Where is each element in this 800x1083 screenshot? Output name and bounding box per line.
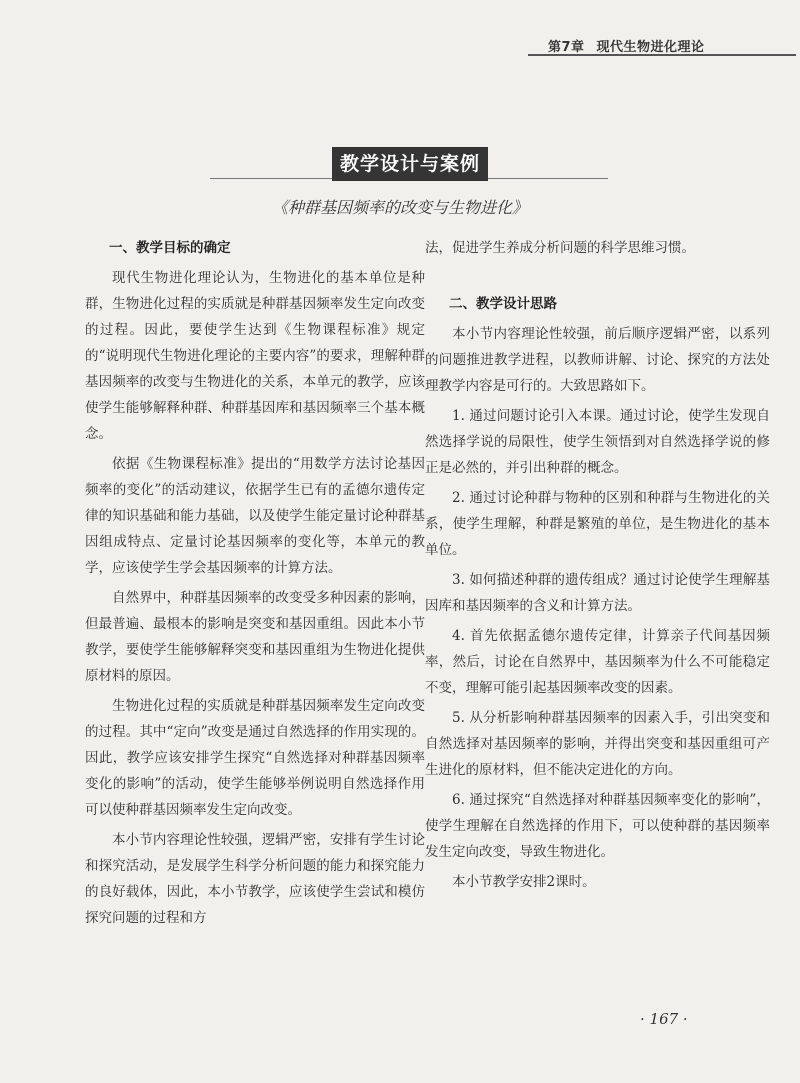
paragraph-schedule: 本小节教学安排2课时。 bbox=[452, 874, 596, 890]
list-item: 4. 首先依据孟德尔遗传定律，计算亲子代间基因频率，然后，讨论在自然界中，基因频率为什么不可能稳定不变，理解可能引起基因频率改变的因素。 bbox=[425, 628, 770, 696]
paragraph: 现代生物进化理论认为，生物进化的基本单位是种群，生物进化过程的实质就是种群基因频率发生定向改变的过程。因此，要使学生达到《生物课程标准》规定的“说明现代生物进化理论的主要内容”的要求，理解种群基因频率的改变与生物进化的关系，本单元的教学，应该使学生能够解释种群、种群基因库和基因频率三个基本概念。 bbox=[85, 270, 425, 442]
paragraph-continuation: 法，促进学生养成分析问题的科学思维习惯。 bbox=[425, 240, 695, 256]
list-item: 3. 如何描述种群的遗传组成？通过讨论使学生理解基因库和基因频率的含义和计算方法。 bbox=[425, 572, 770, 614]
paragraph: 本小节内容理论性较强，逻辑严密，安排有学生讨论和探究活动，是发展学生科学分析问题的能力和探究能力的良好载体，因此，本小节教学，应该使学生尝试和模仿探究问题的过程和方 bbox=[85, 832, 425, 926]
paragraph: 生物进化过程的实质就是种群基因频率发生定向改变的过程。其中“定向”改变是通过自然选择的作用实现的。因此，教学应该安排学生探究“自然选择对种群基因频率变化的影响”的活动，使学生能够举例说明自然选择作用可以使种群基因频率发生定向改变。 bbox=[85, 698, 425, 818]
paragraph: 自然界中，种群基因频率的改变受多种因素的影响，但最普遍、最根本的影响是突变和基因重组。因此本小节教学，要使学生能够解释突变和基因重组为生物进化提供原材料的原因。 bbox=[85, 590, 425, 684]
section-divider-right bbox=[488, 178, 608, 179]
list-item: 2. 通过讨论种群与物种的区别和种群与生物进化的关系，使学生理解，种群是繁殖的单位，是生物进化的基本单位。 bbox=[425, 490, 770, 558]
left-column bbox=[85, 235, 425, 935]
heading-design-ideas: 二、教学设计思路 bbox=[449, 296, 557, 312]
paragraph: 本小节内容理论性较强，前后顺序逻辑严密，以系列的问题推进教学进程，以教师讲解、讨论、探究的方法处理教学内容是可行的。大致思路如下。 bbox=[425, 326, 770, 394]
chapter-number: 第7章 bbox=[548, 40, 585, 55]
running-header bbox=[548, 36, 705, 55]
right-column bbox=[425, 235, 770, 899]
list-item: 5. 从分析影响种群基因频率的因素入手，引出突变和自然选择对基因频率的影响，并得出突变和基因重组可产生进化的原材料，但不能决定进化的方向。 bbox=[425, 710, 770, 778]
list-item: 6. 通过探究“自然选择对种群基因频率变化的影响”，使学生理解在自然选择的作用下，可以使种群的基因频率发生定向改变，导致生物进化。 bbox=[425, 792, 770, 860]
heading-teaching-objectives: 一、教学目标的确定 bbox=[109, 240, 231, 256]
lesson-subtitle: 《种群基因频率的改变与生物进化》 bbox=[271, 198, 528, 217]
chapter-title: 现代生物进化理论 bbox=[596, 40, 705, 55]
section-title: 教学设计与案例 bbox=[332, 147, 488, 181]
list-item: 1. 通过问题讨论引入本课。通过讨论，使学生发现自然选择学说的局限性，使学生领悟到对自然选择学说的修正是必然的，并引出种群的概念。 bbox=[425, 408, 770, 476]
page-number: · 167 · bbox=[640, 1010, 688, 1028]
paragraph: 依据《生物课程标准》提出的“用数学方法讨论基因频率的变化”的活动建议，依据学生已有的孟德尔遗传定律的知识基础和能力基础，以及使学生能定量讨论种群基因组成特点、定量讨论基因频率的变化等，本单元的教学，应该使学生学会基因频率的计算方法。 bbox=[85, 456, 425, 576]
section-divider-left bbox=[210, 178, 332, 179]
